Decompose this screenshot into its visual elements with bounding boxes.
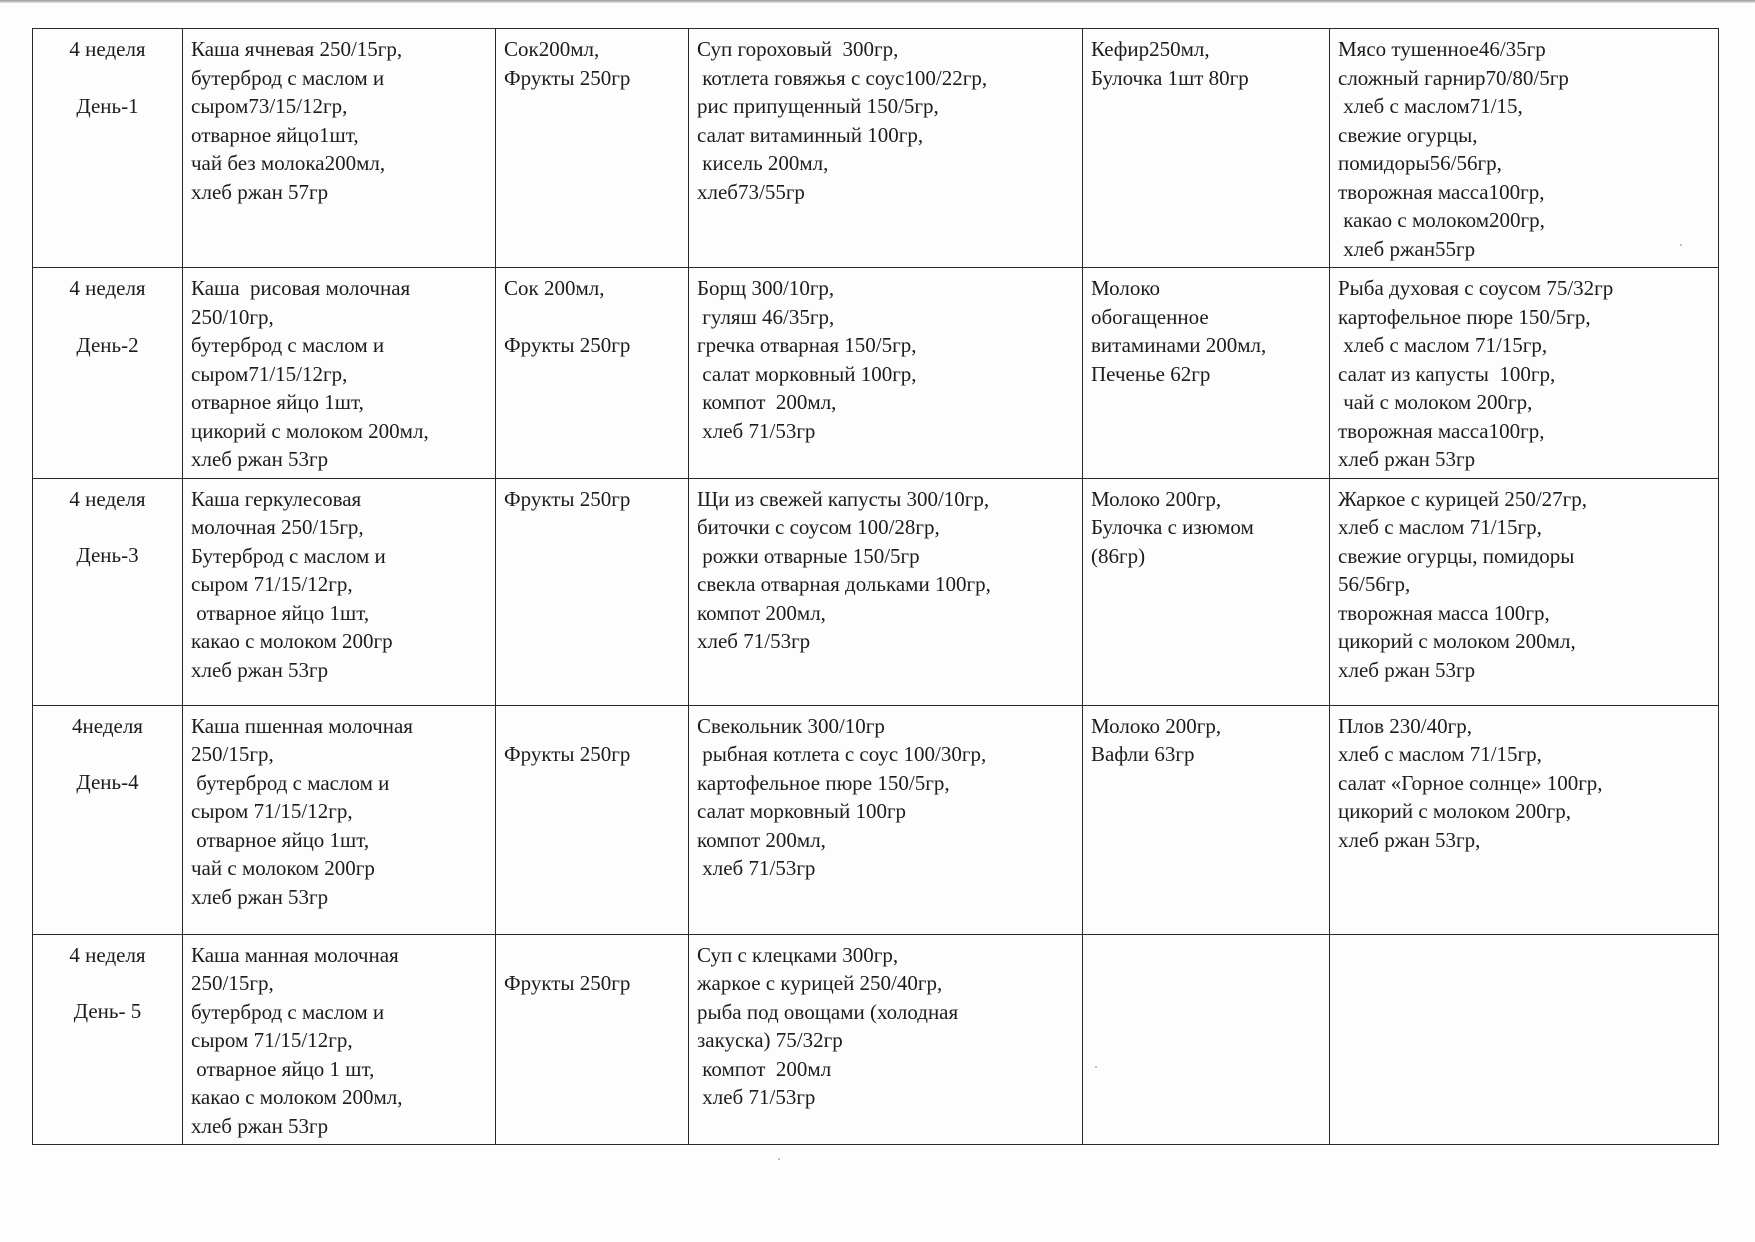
- menu-item-line: Фрукты 250гр: [504, 486, 631, 511]
- menu-item-line: 56/56гр,: [1338, 572, 1411, 596]
- menu-item-line: бутерброд с маслом и: [191, 770, 390, 795]
- menu-item-line: сыром 71/15/12гр,: [191, 799, 353, 823]
- menu-item-line: рис припущенный 150/5гр,: [697, 94, 939, 118]
- week-day-cell: [33, 934, 183, 1145]
- menu-item-line: свежие огурцы,: [1338, 122, 1478, 147]
- menu-item-line: салат «Горное солнце» 100гр,: [1338, 770, 1603, 795]
- snack-cell: [1083, 29, 1330, 268]
- menu-item-line: Плов 230/40гр,: [1338, 713, 1473, 738]
- menu-item-line: салат морковный 100гр,: [697, 361, 917, 386]
- scan-speck: [1680, 244, 1682, 246]
- menu-item-line: Каша пшенная молочная: [191, 713, 413, 738]
- menu-item-line: Молоко 200гр,: [1091, 486, 1222, 511]
- menu-item-line: жаркое с курицей 250/40гр,: [697, 971, 943, 995]
- menu-item-line: творожная масса100гр,: [1338, 179, 1545, 204]
- day-label: День-2: [76, 332, 139, 357]
- menu-item-line: Фрукты 250гр: [504, 65, 631, 90]
- menu-row: [33, 29, 1719, 268]
- second-breakfast-cell: [496, 29, 689, 268]
- menu-item-line: Каша рисовая молочная: [191, 276, 411, 300]
- snack-cell: [1083, 478, 1330, 705]
- menu-item-line: витаминами 200мл,: [1091, 333, 1267, 357]
- menu-item-line: цикорий с молоком 200мл,: [191, 418, 429, 443]
- menu-item-line: 250/10гр,: [191, 304, 274, 329]
- menu-row: [33, 268, 1719, 479]
- menu-item-line: [504, 303, 680, 332]
- week-label: 4неделя: [72, 713, 143, 738]
- menu-item-line: хлеб ржан 53гр: [191, 657, 329, 682]
- menu-item-line: Щи из свежей капусты 300/10гр,: [697, 486, 990, 511]
- menu-item-line: чай с молоком 200гр,: [1338, 390, 1533, 414]
- menu-item-line: бутерброд с маслом и: [191, 999, 385, 1024]
- menu-item-line: отварное яйцо 1 шт,: [191, 1056, 375, 1081]
- menu-item-line: цикорий с молоком 200мл,: [1338, 629, 1576, 653]
- menu-item-line: Суп гороховый 300гр,: [697, 37, 899, 61]
- menu-item-line: компот 200мл,: [697, 827, 826, 852]
- menu-item-line: Суп с клецками 300гр,: [697, 942, 899, 967]
- menu-item-line: Свекольник 300/10гр: [697, 713, 885, 738]
- menu-item-line: Сок200мл,: [504, 37, 600, 61]
- menu-item-line: салат морковный 100гр: [697, 799, 907, 823]
- menu-item-line: хлеб ржан 53гр,: [1338, 827, 1481, 852]
- menu-item-line: хлеб ржан 53гр: [191, 447, 329, 471]
- menu-item-line: Молоко: [1091, 276, 1160, 300]
- menu-item-line: хлеб с маслом71/15,: [1338, 94, 1523, 118]
- week-day-cell: [33, 268, 183, 479]
- menu-item-line: Борщ 300/10гр,: [697, 276, 835, 300]
- menu-item-line: творожная масса 100гр,: [1338, 600, 1550, 625]
- week-day-cell: [33, 705, 183, 934]
- menu-item-line: сложный гарнир70/80/5гр: [1338, 65, 1569, 90]
- menu-item-line: отварное яйцо1шт,: [191, 122, 359, 147]
- menu-item-line: хлеб с маслом 71/15гр,: [1338, 742, 1542, 766]
- menu-item-line: Каша манная молочная: [191, 942, 399, 967]
- scan-speck: [778, 1158, 780, 1160]
- breakfast-cell: [183, 478, 496, 705]
- menu-row: [33, 705, 1719, 934]
- menu-table: [32, 28, 1719, 1145]
- menu-item-line: хлеб 71/53гр: [697, 856, 816, 880]
- menu-item-line: котлета говяжья с соус100/22гр,: [697, 65, 988, 90]
- menu-item-line: гуляш 46/35гр,: [697, 304, 835, 329]
- menu-row: [33, 934, 1719, 1145]
- menu-item-line: салат из капусты 100гр,: [1338, 361, 1556, 386]
- menu-item-line: закуска) 75/32гр: [697, 1028, 843, 1052]
- menu-item-line: сыром 71/15/12гр,: [191, 1028, 353, 1052]
- snack-cell: [1083, 934, 1330, 1145]
- menu-item-line: сыром73/15/12гр,: [191, 94, 348, 118]
- menu-item-line: гречка отварная 150/5гр,: [697, 333, 917, 357]
- menu-item-line: отварное яйцо 1шт,: [191, 390, 364, 414]
- menu-item-line: чай без молока200мл,: [191, 151, 386, 175]
- menu-item-line: цикорий с молоком 200гр,: [1338, 799, 1572, 823]
- menu-item-line: Вафли 63гр: [1091, 742, 1195, 766]
- menu-item-line: свекла отварная дольками 100гр,: [697, 572, 991, 596]
- scan-top-edge: [0, 0, 1755, 3]
- menu-item-line: 250/15гр,: [191, 742, 274, 766]
- dinner-cell: [1330, 934, 1719, 1145]
- menu-item-line: хлеб ржан 57гр: [191, 179, 329, 204]
- menu-item-line: отварное яйцо 1шт,: [191, 600, 370, 625]
- week-label: 4 неделя: [69, 486, 146, 511]
- menu-item-line: творожная масса100гр,: [1338, 418, 1545, 443]
- lunch-cell: [689, 478, 1083, 705]
- week-label: 4 неделя: [69, 37, 146, 61]
- scan-speck: [1095, 1066, 1097, 1068]
- dinner-cell: [1330, 478, 1719, 705]
- snack-cell: [1083, 268, 1330, 479]
- menu-item-line: Каша геркулесовая: [191, 486, 362, 511]
- menu-item-line: хлеб 71/53гр: [697, 1085, 816, 1109]
- menu-item-line: хлеб 71/53гр: [697, 418, 816, 443]
- week-label: 4 неделя: [69, 276, 146, 300]
- menu-item-line: Фрукты 250гр: [504, 742, 631, 766]
- day-label: День-3: [76, 543, 139, 567]
- menu-item-line: Каша ячневая 250/15гр,: [191, 37, 403, 61]
- menu-item-line: рыбная котлета с соус 100/30гр,: [697, 742, 987, 766]
- menu-item-line: Булочка с изюмом: [1091, 515, 1254, 539]
- menu-item-line: рожки отварные 150/5гр: [697, 543, 920, 568]
- menu-item-line: Печенье 62гр: [1091, 361, 1211, 386]
- menu-item-line: хлеб ржан 53гр: [1338, 447, 1476, 471]
- second-breakfast-cell: [496, 705, 689, 934]
- menu-item-line: компот 200мл,: [697, 390, 837, 414]
- menu-item-line: картофельное пюре 150/5гр,: [1338, 304, 1591, 329]
- second-breakfast-cell: [496, 478, 689, 705]
- breakfast-cell: [183, 268, 496, 479]
- menu-item-line: какао с молоком 200мл,: [191, 1085, 403, 1109]
- menu-item-line: Кефир250мл,: [1091, 37, 1210, 61]
- menu-item-line: [504, 941, 680, 970]
- menu-item-line: хлеб ржан 53гр: [1338, 657, 1476, 682]
- day-label: День- 5: [73, 999, 142, 1023]
- lunch-cell: [689, 934, 1083, 1145]
- menu-item-line: сыром71/15/12гр,: [191, 361, 348, 386]
- menu-item-line: Булочка 1шт 80гр: [1091, 65, 1249, 90]
- menu-item-line: Бутерброд с маслом и: [191, 543, 386, 568]
- menu-table-body: [33, 29, 1719, 1145]
- second-breakfast-cell: [496, 268, 689, 479]
- menu-item-line: Фрукты 250гр: [504, 333, 631, 357]
- menu-item-line: помидоры56/56гр,: [1338, 151, 1502, 175]
- menu-item-line: Мясо тушенное46/35гр: [1338, 37, 1546, 61]
- menu-item-line: биточки с соусом 100/28гр,: [697, 515, 940, 539]
- menu-item-line: хлеб с маслом 71/15гр,: [1338, 515, 1542, 539]
- dinner-cell: [1330, 705, 1719, 934]
- menu-item-line: Сок 200мл,: [504, 276, 605, 300]
- lunch-cell: [689, 29, 1083, 268]
- dinner-cell: [1330, 29, 1719, 268]
- menu-item-line: бутерброд с маслом и: [191, 333, 385, 357]
- week-day-cell: [33, 478, 183, 705]
- menu-item-line: кисель 200мл,: [697, 151, 829, 175]
- menu-item-line: 250/15гр,: [191, 971, 274, 995]
- menu-item-line: обогащенное: [1091, 304, 1209, 329]
- menu-item-line: Молоко 200гр,: [1091, 713, 1222, 738]
- snack-cell: [1083, 705, 1330, 934]
- dinner-cell: [1330, 268, 1719, 479]
- menu-item-line: рыба под овощами (холодная: [697, 999, 959, 1024]
- week-day-cell: [33, 29, 183, 268]
- menu-item-line: [504, 712, 680, 741]
- menu-item-line: какао с молоком 200гр: [191, 629, 393, 653]
- lunch-cell: [689, 268, 1083, 479]
- menu-item-line: хлеб ржан 53гр: [191, 1113, 329, 1138]
- menu-item-line: Рыба духовая с соусом 75/32гр: [1338, 276, 1614, 300]
- menu-item-line: (86гр): [1091, 543, 1146, 568]
- menu-item-line: молочная 250/15гр,: [191, 515, 364, 539]
- menu-item-line: Жаркое с курицей 250/27гр,: [1338, 486, 1588, 511]
- menu-item-line: компот 200мл,: [697, 600, 826, 625]
- day-label: День-1: [76, 93, 139, 118]
- menu-item-line: хлеб 71/53гр: [697, 629, 811, 653]
- menu-item-line: отварное яйцо 1шт,: [191, 827, 370, 852]
- breakfast-cell: [183, 934, 496, 1145]
- menu-item-line: картофельное пюре 150/5гр,: [697, 770, 950, 795]
- menu-item-line: свежие огурцы, помидоры: [1338, 543, 1575, 568]
- breakfast-cell: [183, 29, 496, 268]
- menu-row: [33, 478, 1719, 705]
- menu-item-line: хлеб ржан55гр: [1338, 236, 1476, 261]
- day-label: День-4: [76, 770, 139, 794]
- menu-item-line: чай с молоком 200гр: [191, 856, 375, 880]
- week-label: 4 неделя: [69, 942, 146, 967]
- menu-item-line: сыром 71/15/12гр,: [191, 572, 353, 596]
- menu-item-line: хлеб ржан 53гр: [191, 884, 329, 909]
- lunch-cell: [689, 705, 1083, 934]
- menu-item-line: какао с молоком200гр,: [1338, 208, 1545, 232]
- menu-item-line: бутерброд с маслом и: [191, 65, 385, 90]
- breakfast-cell: [183, 705, 496, 934]
- menu-item-line: хлеб с маслом 71/15гр,: [1338, 333, 1548, 357]
- second-breakfast-cell: [496, 934, 689, 1145]
- menu-item-line: компот 200мл: [697, 1056, 832, 1081]
- menu-item-line: Фрукты 250гр: [504, 971, 631, 995]
- menu-item-line: салат витаминный 100гр,: [697, 122, 924, 147]
- menu-item-line: хлеб73/55гр: [697, 179, 805, 204]
